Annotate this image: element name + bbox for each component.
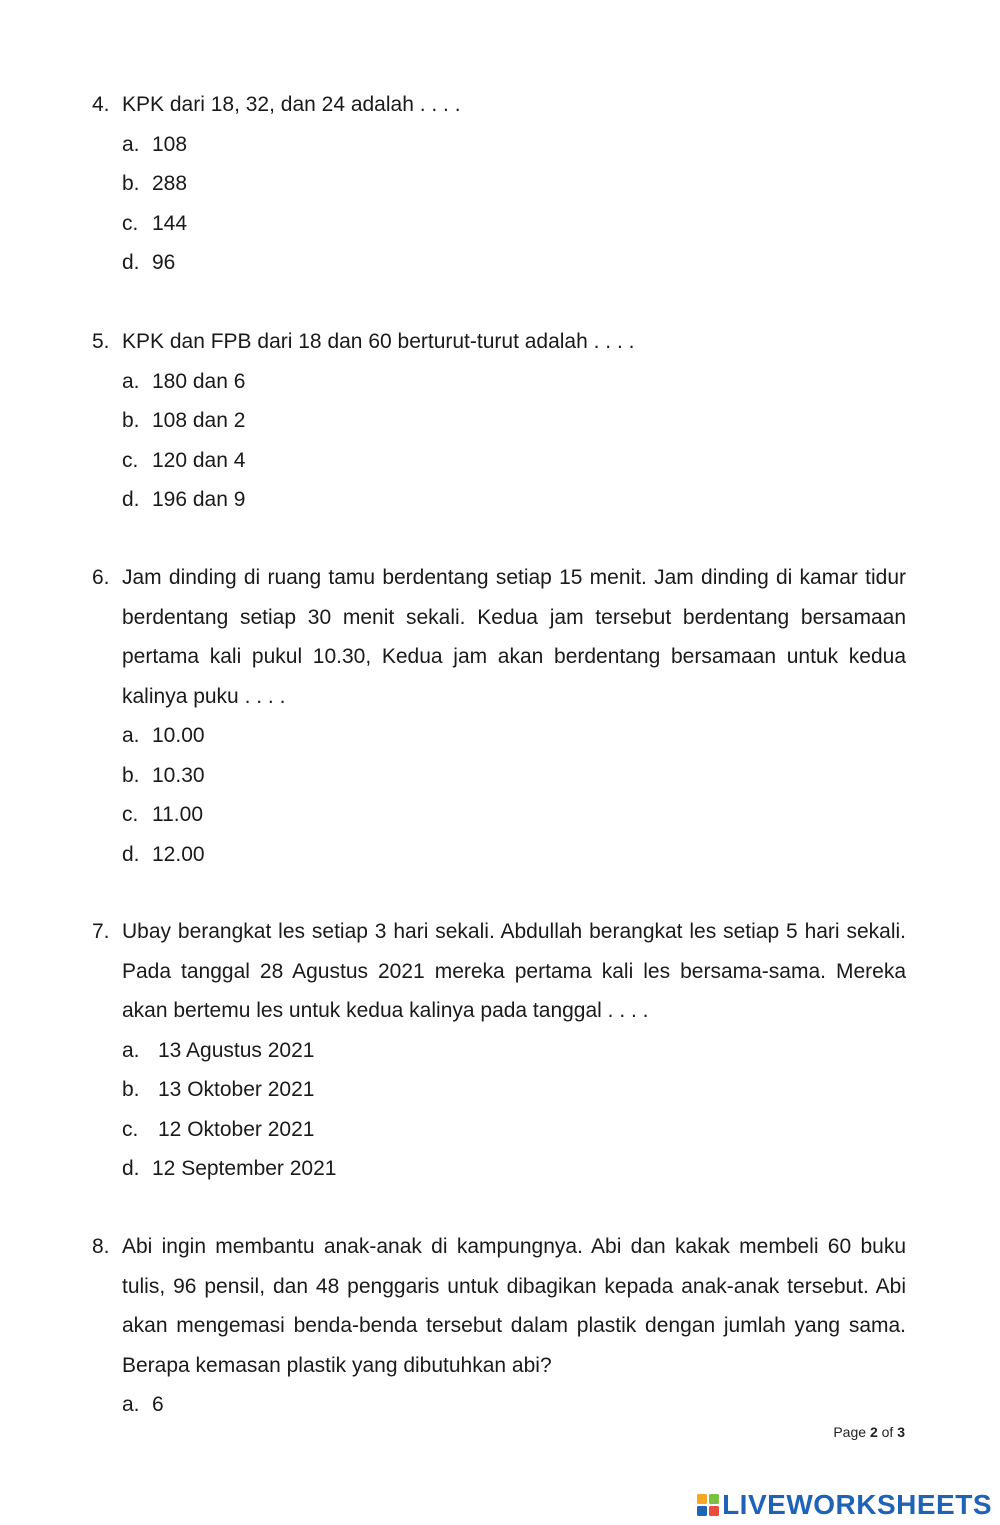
option-text: 12 Oktober 2021 xyxy=(158,1117,315,1141)
option-b[interactable] xyxy=(122,401,906,441)
option-text: 96 xyxy=(152,251,176,274)
question-7 xyxy=(92,912,906,1189)
question-number: 4. xyxy=(92,93,110,116)
option-d[interactable] xyxy=(122,835,906,875)
option-a[interactable] xyxy=(122,1031,906,1071)
option-text: 180 dan 6 xyxy=(152,369,246,393)
option-letter: a. xyxy=(122,132,140,156)
option-text: 10.00 xyxy=(152,724,205,747)
option-d[interactable] xyxy=(122,243,906,283)
option-text: 12 September 2021 xyxy=(152,1157,337,1180)
option-a[interactable] xyxy=(122,716,906,756)
option-text: 11.00 xyxy=(152,803,203,826)
option-text: 196 dan 9 xyxy=(152,488,246,511)
option-text: 144 xyxy=(152,211,188,235)
option-list xyxy=(122,1385,906,1425)
option-letter: b. xyxy=(122,1078,140,1101)
question-4 xyxy=(92,85,906,283)
option-c[interactable] xyxy=(122,795,906,835)
question-text: Ubay berangkat les setiap 3 hari sekali. Abdullah berangkat les setiap 5 hari sekali. Pada tanggal 28 Agustus 2021 mereka pertama kali les bersama-sama. Mereka akan bertemu les untuk kedua kalinya pada tanggal . . . . xyxy=(122,920,906,1022)
option-c[interactable] xyxy=(122,204,906,244)
option-text: 108 dan 2 xyxy=(152,409,246,432)
option-letter: a. xyxy=(122,369,140,393)
option-letter: d. xyxy=(122,251,140,274)
option-b[interactable] xyxy=(122,756,906,796)
option-letter: b. xyxy=(122,172,140,195)
question-8 xyxy=(92,1227,906,1425)
option-letter: a. xyxy=(122,724,140,747)
question-number: 5. xyxy=(92,330,110,353)
option-a[interactable] xyxy=(122,1385,906,1425)
page-number xyxy=(833,1424,905,1440)
option-letter: a. xyxy=(122,1038,140,1062)
question-text: KPK dan FPB dari 18 dan 60 berturut-turut adalah . . . . xyxy=(122,330,635,353)
option-text: 13 Oktober 2021 xyxy=(158,1078,315,1101)
question-text: KPK dari 18, 32, dan 24 adalah . . . . xyxy=(122,93,461,116)
option-text: 120 dan 4 xyxy=(152,448,246,472)
question-text: Jam dinding di ruang tamu berdentang setiap 15 menit. Jam dinding di kamar tidur berdentang setiap 30 menit sekali. Kedua jam tersebut berdentang bersamaan pertama kali pukul 10.30, Kedua jam akan berdentang bersamaan untuk kedua kalinya puku . . . . xyxy=(122,566,906,708)
option-letter: d. xyxy=(122,842,140,866)
option-text: 288 xyxy=(152,172,188,195)
option-text: 6 xyxy=(152,1393,164,1416)
question-number: 6. xyxy=(92,566,110,589)
liveworksheets-logo-icon xyxy=(697,1494,719,1516)
option-letter: b. xyxy=(122,409,140,432)
option-letter: d. xyxy=(122,488,140,511)
option-letter: c. xyxy=(122,803,139,826)
option-letter: c. xyxy=(122,1117,139,1141)
option-text: 13 Agustus 2021 xyxy=(158,1038,315,1062)
question-6 xyxy=(92,558,906,874)
question-5 xyxy=(92,322,906,520)
option-b[interactable] xyxy=(122,1070,906,1110)
question-number: 7. xyxy=(92,920,110,943)
page-label: Page xyxy=(833,1424,867,1440)
option-list xyxy=(122,716,906,874)
option-letter: b. xyxy=(122,763,140,787)
option-text: 12.00 xyxy=(152,842,205,866)
option-text: 108 xyxy=(152,132,188,156)
option-letter: c. xyxy=(122,448,139,472)
option-letter: d. xyxy=(122,1157,140,1180)
question-number: 8. xyxy=(92,1235,110,1258)
option-a[interactable] xyxy=(122,362,906,402)
option-a[interactable] xyxy=(122,125,906,165)
option-b[interactable] xyxy=(122,164,906,204)
option-c[interactable] xyxy=(122,441,906,481)
option-d[interactable] xyxy=(122,480,906,520)
option-d[interactable] xyxy=(122,1149,906,1189)
question-text: Abi ingin membantu anak-anak di kampungnya. Abi dan kakak membeli 60 buku tulis, 96 pensil, dan 48 penggaris untuk dibagikan kepada anak-anak tersebut. Abi akan mengemasi benda-benda tersebut dalam plastik dengan jumlah yang sama. Berapa kemasan plastik yang dibutuhkan abi? xyxy=(122,1235,906,1377)
brand-watermark xyxy=(697,1488,992,1522)
total-pages: 3 xyxy=(897,1424,905,1440)
option-list xyxy=(122,362,906,520)
option-list xyxy=(122,1031,906,1189)
current-page: 2 xyxy=(869,1424,878,1440)
option-letter: a. xyxy=(122,1393,140,1416)
option-list xyxy=(122,125,906,283)
brand-name: LIVEWORKSHEETS xyxy=(722,1489,992,1520)
option-letter: c. xyxy=(122,211,139,235)
option-c[interactable] xyxy=(122,1110,906,1150)
option-text: 10.30 xyxy=(152,763,205,787)
of-label: of xyxy=(881,1424,894,1440)
